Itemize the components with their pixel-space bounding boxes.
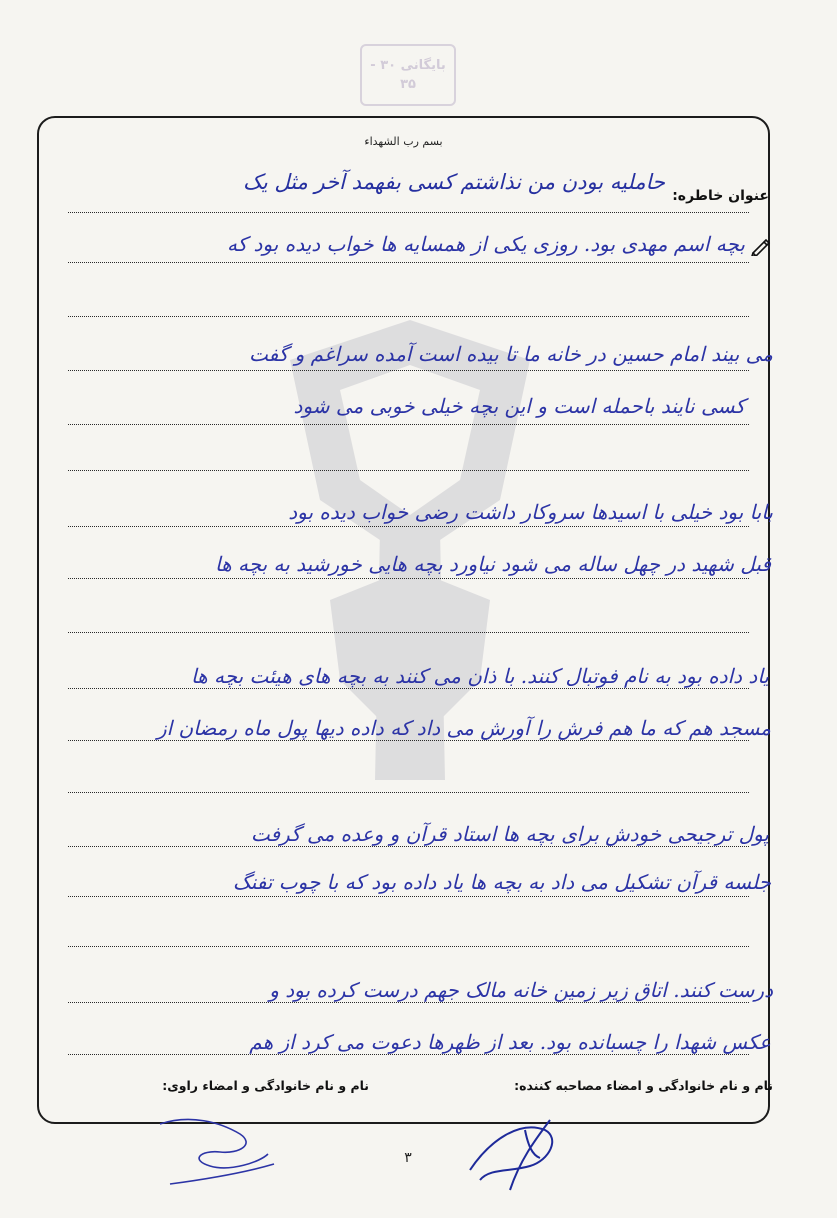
- handwritten-line: بچه اسم مهدی بود. روزی یکی از همسایه ها خواب دیده بود که: [226, 232, 745, 256]
- dotted-rule: [68, 424, 749, 425]
- page-number: ۳: [404, 1150, 412, 1166]
- dotted-rule: [68, 792, 749, 793]
- dotted-rule: [68, 1054, 749, 1055]
- handwritten-line: درست کنند. اتاق زیر زمین خانه مالک جهم درست کرده بود و: [269, 978, 773, 1002]
- dotted-rule: [68, 316, 749, 317]
- handwritten-line: یاد داده بود به نام فوتبال کنند. با ذان می کنند به بچه های هیئت بچه ها: [191, 664, 769, 688]
- narrator-signature-label: نام و نام خانوادگی و امضاء راوی:: [162, 1078, 369, 1093]
- memory-title-value: حاملیه بودن من نذاشتم کسی بفهمد آخر مثل یک: [243, 170, 665, 194]
- handwritten-line: قبل شهید در چهل ساله می شود نیاورد بچه هایی خورشید به بچه ها: [214, 552, 771, 576]
- dotted-rule: [68, 1002, 749, 1003]
- dotted-rule: [68, 578, 749, 579]
- dotted-rule: [68, 262, 749, 263]
- dotted-rule: [68, 946, 749, 947]
- handwritten-line: جلسه قرآن تشکیل می داد به بچه ها یاد داده بود که با چوب تفنگ: [232, 870, 771, 894]
- dotted-rule: [68, 740, 749, 741]
- pen-icon: [751, 238, 771, 256]
- dotted-rule: [68, 526, 749, 527]
- interviewer-signature-label: نام و نام خانوادگی و امضاء مصاحبه کننده:: [514, 1078, 773, 1093]
- dotted-rule: [68, 470, 749, 471]
- dotted-rule: [68, 212, 749, 213]
- memory-title-label: عنوان خاطره:: [672, 188, 769, 204]
- handwritten-line: می بیند امام حسین در خانه ما تا بیده است آمده سراغم و گفت: [249, 342, 773, 366]
- archive-stamp-text: بایگانی ۳۰ - ۳۵: [370, 57, 446, 92]
- interviewer-signature: [450, 1100, 570, 1200]
- handwritten-line: بابا بود خیلی با اسیدها سروکار داشت رضی خواب دیده بود: [288, 500, 773, 524]
- dotted-rule: [68, 688, 749, 689]
- dotted-rule: [68, 370, 749, 371]
- dotted-rule: [68, 896, 749, 897]
- handwritten-line: کسی نایند باحمله است و این بچه خیلی خوبی می شود: [293, 394, 745, 418]
- form-header: بسم رب الشهداء: [364, 135, 443, 148]
- dotted-rule: [68, 846, 749, 847]
- archive-stamp: [360, 44, 456, 106]
- handwritten-line: مسجد هم که ما هم فرش را آورش می داد که داده دیها پول ماه رمضان از: [156, 716, 771, 740]
- dotted-rule: [68, 632, 749, 633]
- handwritten-line: پول ترجیحی خودش برای بچه ها استاد قرآن و وعده می گرفت: [250, 822, 769, 846]
- handwritten-line: عکس شهدا را چسبانده بود. بعد از ظهرها دعوت می کرد از هم: [249, 1030, 771, 1054]
- narrator-signature: [150, 1104, 280, 1200]
